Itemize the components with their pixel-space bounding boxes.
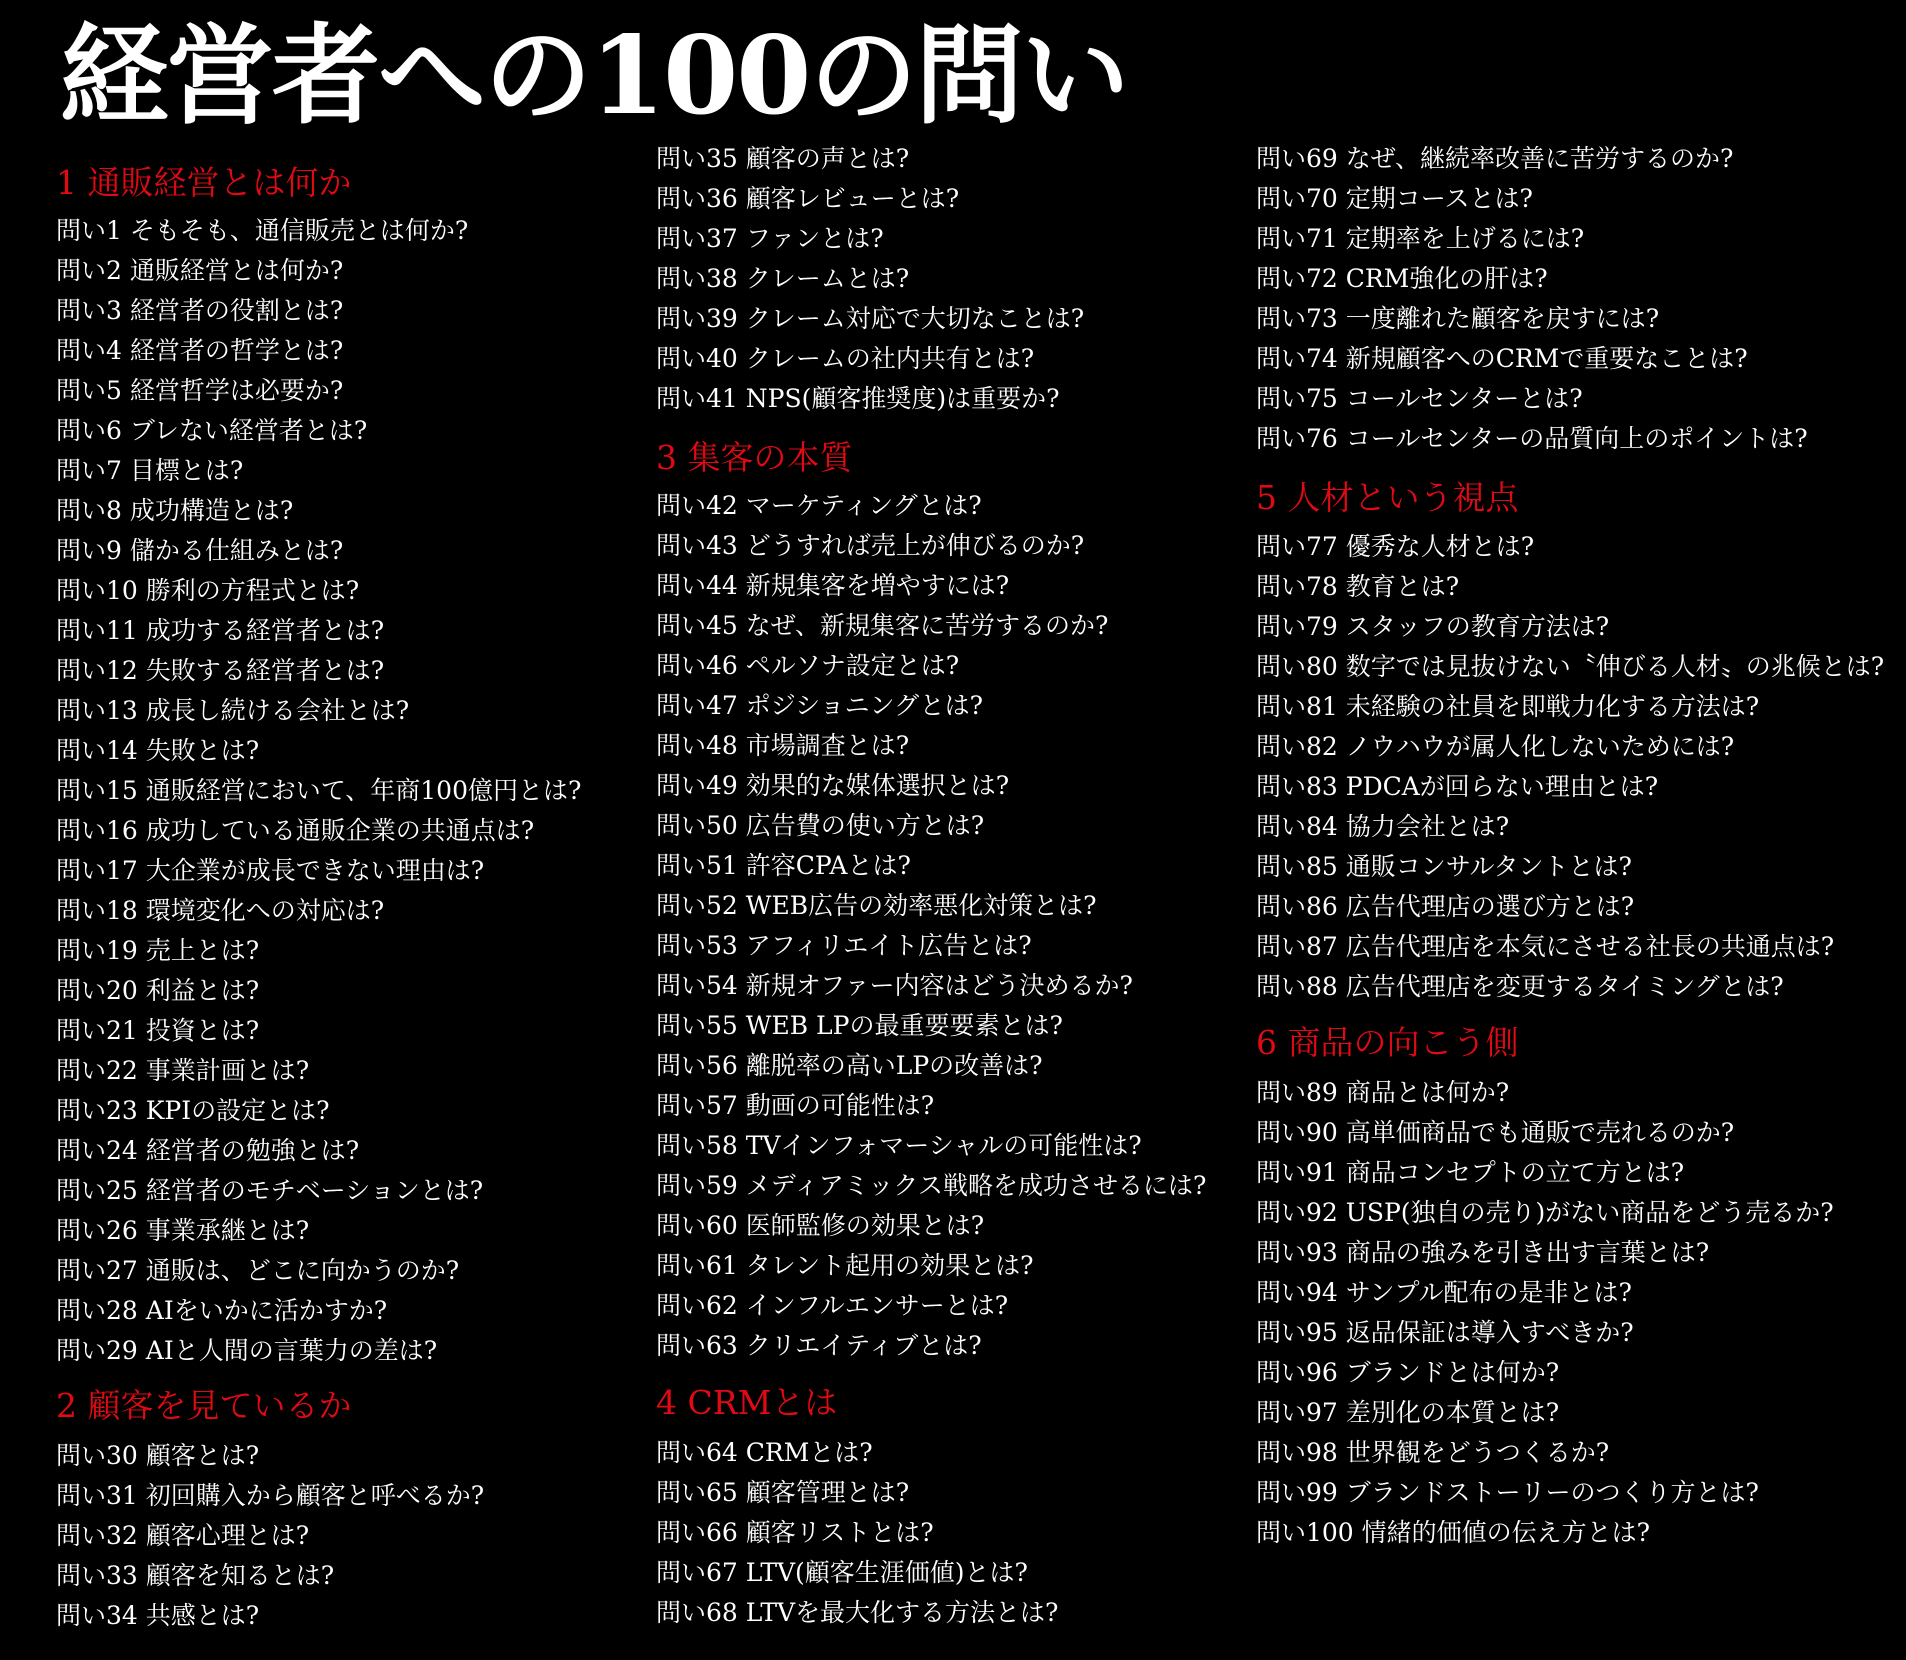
- question-list-3: [656, 486, 1206, 1366]
- question-item: 問い95 返品保証は導入すべきか?: [1256, 1318, 1634, 1347]
- question-item: 問い24 経営者の勉強とは?: [56, 1136, 360, 1165]
- question-item: 問い58 TVインフォマーシャルの可能性は?: [656, 1131, 1142, 1160]
- question-item: 問い11 成功する経営者とは?: [56, 616, 385, 645]
- question-item: 問い55 WEB LPの最重要要素とは?: [656, 1011, 1063, 1040]
- question-item: 問い99 ブランドストーリーのつくり方とは?: [1256, 1478, 1759, 1507]
- section-heading-2: 2 顧客を見ているか: [56, 1386, 352, 1425]
- question-item: 問い61 タレント起用の効果とは?: [656, 1251, 1034, 1280]
- question-item: 問い45 なぜ、新規集客に苦労するのか?: [656, 611, 1109, 640]
- page-title: 経営者への100の問い: [60, 13, 1128, 139]
- question-item: 問い27 通販は、どこに向かうのか?: [56, 1256, 460, 1285]
- question-item: 問い91 商品コンセプトの立て方とは?: [1256, 1158, 1685, 1187]
- question-item: 問い38 クレームとは?: [656, 264, 910, 293]
- question-item: 問い98 世界観をどうつくるか?: [1256, 1438, 1610, 1467]
- question-item: 問い50 広告費の使い方とは?: [656, 811, 985, 840]
- question-item: 問い7 目標とは?: [56, 456, 244, 485]
- question-item: 問い53 アフィリエイト広告とは?: [656, 931, 1032, 960]
- question-item: 問い63 クリエイティブとは?: [656, 1331, 982, 1360]
- question-item: 問い52 WEB広告の効率悪化対策とは?: [656, 891, 1097, 920]
- question-item: 問い67 LTV(顧客生涯価値)とは?: [656, 1558, 1028, 1587]
- question-item: 問い60 医師監修の効果とは?: [656, 1211, 985, 1240]
- question-item: 問い57 動画の可能性は?: [656, 1091, 935, 1120]
- question-item: 問い100 情緒的価値の伝え方とは?: [1256, 1518, 1651, 1547]
- question-item: 問い48 市場調査とは?: [656, 731, 910, 760]
- question-item: 問い66 顧客リストとは?: [656, 1518, 934, 1547]
- question-item: 問い94 サンプル配布の是非とは?: [1256, 1278, 1632, 1307]
- question-item: 問い59 メディアミックス戦略を成功させるには?: [656, 1171, 1207, 1200]
- question-item: 問い5 経営哲学は必要か?: [56, 376, 344, 405]
- question-list-2b: [656, 139, 1084, 419]
- question-item: 問い62 インフルエンサーとは?: [656, 1291, 1009, 1320]
- question-item: 問い8 成功構造とは?: [56, 496, 294, 525]
- question-item: 問い28 AIをいかに活かすか?: [56, 1296, 388, 1325]
- question-item: 問い86 広告代理店の選び方とは?: [1256, 892, 1635, 921]
- question-item: 問い76 コールセンターの品質向上のポイントは?: [1256, 424, 1808, 453]
- question-item: 問い14 失敗とは?: [56, 736, 260, 765]
- question-list-2a: [56, 1436, 484, 1636]
- question-item: 問い13 成長し続ける会社とは?: [56, 696, 410, 725]
- question-item: 問い56 離脱率の高いLPの改善は?: [656, 1051, 1043, 1080]
- question-list-5: [1256, 527, 1884, 1007]
- question-item: 問い41 NPS(顧客推奨度)は重要か?: [656, 384, 1060, 413]
- question-item: 問い65 顧客管理とは?: [656, 1478, 910, 1507]
- question-item: 問い1 そもそも、通信販売とは何か?: [56, 216, 469, 245]
- question-item: 問い32 顧客心理とは?: [56, 1521, 310, 1550]
- question-item: 問い68 LTVを最大化する方法とは?: [656, 1598, 1059, 1627]
- question-item: 問い44 新規集客を増やすには?: [656, 571, 1010, 600]
- question-item: 問い71 定期率を上げるには?: [1256, 224, 1585, 253]
- question-item: 問い26 事業承継とは?: [56, 1216, 310, 1245]
- question-item: 問い97 差別化の本質とは?: [1256, 1398, 1560, 1427]
- question-item: 問い93 商品の強みを引き出す言葉とは?: [1256, 1238, 1710, 1267]
- question-item: 問い39 クレーム対応で大切なことは?: [656, 304, 1085, 333]
- question-item: 問い85 通販コンサルタントとは?: [1256, 852, 1632, 881]
- section-heading-5: 5 人材という視点: [1256, 478, 1519, 517]
- question-item: 問い30 顧客とは?: [56, 1441, 260, 1470]
- question-item: 問い77 優秀な人材とは?: [1256, 532, 1535, 561]
- question-item: 問い35 顧客の声とは?: [656, 144, 910, 173]
- question-item: 問い74 新規顧客へのCRMで重要なことは?: [1256, 344, 1748, 373]
- question-item: 問い83 PDCAが回らない理由とは?: [1256, 772, 1659, 801]
- question-item: 問い88 広告代理店を変更するタイミングとは?: [1256, 972, 1784, 1001]
- section-heading-6: 6 商品の向こう側: [1256, 1023, 1519, 1062]
- question-item: 問い54 新規オファー内容はどう決めるか?: [656, 971, 1133, 1000]
- question-item: 問い15 通販経営において、年商100億円とは?: [56, 776, 582, 805]
- question-item: 問い6 ブレない経営者とは?: [56, 416, 368, 445]
- question-item: 問い36 顧客レビューとは?: [656, 184, 960, 213]
- question-item: 問い96 ブランドとは何か?: [1256, 1358, 1560, 1387]
- question-item: 問い23 KPIの設定とは?: [56, 1096, 330, 1125]
- question-item: 問い19 売上とは?: [56, 936, 260, 965]
- question-item: 問い70 定期コースとは?: [1256, 184, 1533, 213]
- question-item: 問い47 ポジショニングとは?: [656, 691, 984, 720]
- question-item: 問い18 環境変化への対応は?: [56, 896, 385, 925]
- question-item: 問い90 高単価商品でも通販で売れるのか?: [1256, 1118, 1735, 1147]
- question-item: 問い81 未経験の社員を即戦力化する方法は?: [1256, 692, 1760, 721]
- question-item: 問い33 顧客を知るとは?: [56, 1561, 335, 1590]
- question-item: 問い42 マーケティングとは?: [656, 491, 982, 520]
- question-item: 問い87 広告代理店を本気にさせる社長の共通点は?: [1256, 932, 1835, 961]
- question-item: 問い31 初回購入から顧客と呼べるか?: [56, 1481, 485, 1510]
- question-item: 問い12 失敗する経営者とは?: [56, 656, 385, 685]
- question-item: 問い4 経営者の哲学とは?: [56, 336, 344, 365]
- question-item: 問い80 数字では見抜けない〝伸びる人材〟の兆候とは?: [1256, 652, 1885, 681]
- question-list-4a: [656, 1433, 1058, 1633]
- question-item: 問い78 教育とは?: [1256, 572, 1460, 601]
- question-item: 問い25 経営者のモチベーションとは?: [56, 1176, 484, 1205]
- section-heading-3: 3 集客の本質: [656, 438, 853, 477]
- question-item: 問い64 CRMとは?: [656, 1438, 873, 1467]
- question-item: 問い2 通販経営とは何か?: [56, 256, 344, 285]
- section-heading-4: 4 CRMとは: [656, 1383, 838, 1422]
- question-item: 問い82 ノウハウが属人化しないためには?: [1256, 732, 1735, 761]
- question-list-4b: [1256, 139, 1808, 459]
- question-item: 問い16 成功している通販企業の共通点は?: [56, 816, 535, 845]
- question-item: 問い89 商品とは何か?: [1256, 1078, 1510, 1107]
- question-item: 問い43 どうすれば売上が伸びるのか?: [656, 531, 1085, 560]
- question-item: 問い92 USP(独自の売り)がない商品をどう売るか?: [1256, 1198, 1834, 1227]
- question-item: 問い22 事業計画とは?: [56, 1056, 310, 1085]
- question-item: 問い3 経営者の役割とは?: [56, 296, 344, 325]
- question-item: 問い17 大企業が成長できない理由は?: [56, 856, 485, 885]
- question-item: 問い73 一度離れた顧客を戻すには?: [1256, 304, 1660, 333]
- question-item: 問い79 スタッフの教育方法は?: [1256, 612, 1610, 641]
- question-list-6: [1256, 1073, 1834, 1553]
- question-item: 問い84 協力会社とは?: [1256, 812, 1510, 841]
- question-list-1: [56, 211, 581, 1371]
- question-item: 問い10 勝利の方程式とは?: [56, 576, 360, 605]
- question-item: 問い49 効果的な媒体選択とは?: [656, 771, 1010, 800]
- question-item: 問い72 CRM強化の肝は?: [1256, 264, 1548, 293]
- question-item: 問い69 なぜ、継続率改善に苦労するのか?: [1256, 144, 1734, 173]
- question-item: 問い75 コールセンターとは?: [1256, 384, 1583, 413]
- section-heading-1: 1 通販経営とは何か: [56, 163, 352, 202]
- question-item: 問い21 投資とは?: [56, 1016, 260, 1045]
- question-item: 問い37 ファンとは?: [656, 224, 884, 253]
- question-item: 問い51 許容CPAとは?: [656, 851, 911, 880]
- question-item: 問い29 AIと人間の言葉力の差は?: [56, 1336, 438, 1365]
- question-item: 問い46 ペルソナ設定とは?: [656, 651, 960, 680]
- question-item: 問い40 クレームの社内共有とは?: [656, 344, 1035, 373]
- question-item: 問い20 利益とは?: [56, 976, 260, 1005]
- question-item: 問い34 共感とは?: [56, 1601, 260, 1630]
- question-item: 問い9 儲かる仕組みとは?: [56, 536, 344, 565]
